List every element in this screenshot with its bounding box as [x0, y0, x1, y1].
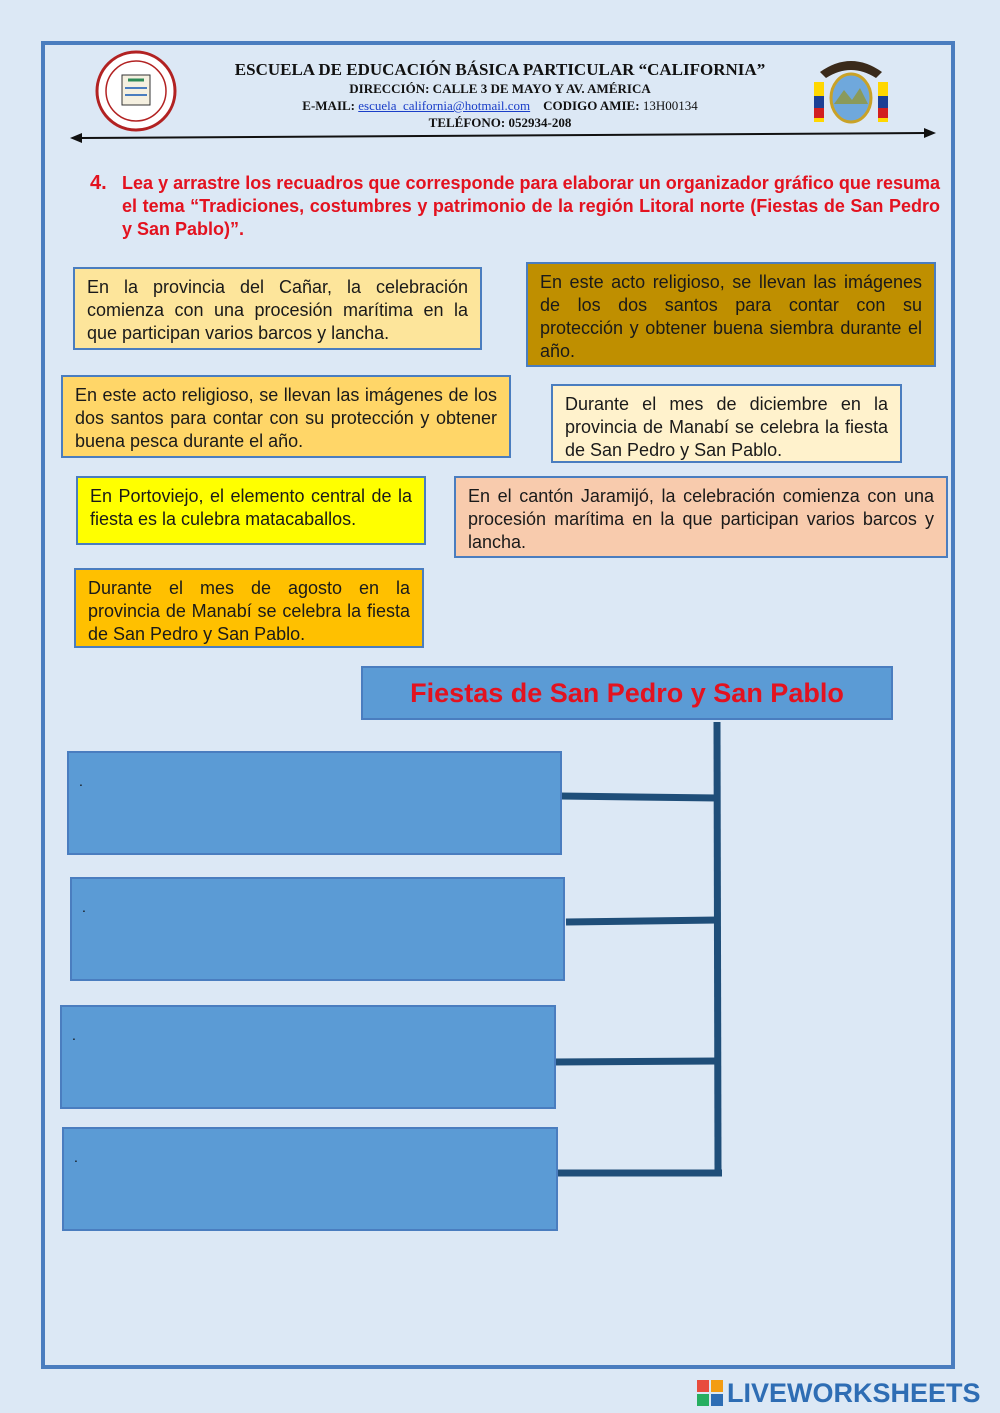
phone: TELÉFONO: 052934-208	[428, 115, 572, 130]
instruction	[90, 172, 940, 241]
draggable-card[interactable]: Durante el mes de diciembre en la provincia de Manabí se celebra la fiesta de San Pedro y San Pablo.	[551, 384, 902, 463]
draggable-card[interactable]: En el cantón Jaramijó, la celebración comienza con una procesión marítima en la que participan varios barcos y lancha.	[454, 476, 948, 558]
coat-of-arms-icon	[810, 52, 892, 132]
organizer-title: Fiestas de San Pedro y San Pablo	[361, 666, 893, 720]
instruction-number: 4.	[90, 172, 107, 194]
drop-slot[interactable]: .	[70, 877, 565, 981]
draggable-card[interactable]: En Portoviejo, el elemento central de la fiesta es la culebra matacaballos.	[76, 476, 426, 545]
email-link[interactable]: escuela_california@hotmail.com	[358, 98, 531, 113]
amie-code: 13H00134	[642, 98, 698, 113]
draggable-card[interactable]: En este acto religioso, se llevan las imágenes de los dos santos para contar con su protección y obtener buena siembra durante el año.	[526, 262, 936, 367]
school-header	[160, 60, 840, 131]
footer-brand[interactable]	[697, 1376, 981, 1410]
header-divider-arrow	[70, 128, 936, 144]
drop-slot[interactable]: .	[62, 1127, 558, 1231]
school-name: ESCUELA DE EDUCACIÓN BÁSICA PARTICULAR “CALIFORNIA”	[234, 60, 766, 79]
email-label: E-MAIL:	[302, 98, 355, 113]
drop-slot[interactable]: .	[67, 751, 562, 855]
draggable-card[interactable]: En la provincia del Cañar, la celebración comienza con una procesión marítima en la que participan varios barcos y lancha.	[73, 267, 482, 350]
liveworksheets-logo-icon	[697, 1380, 723, 1406]
draggable-card[interactable]: Durante el mes de agosto en la provincia de Manabí se celebra la fiesta de San Pedro y San Pablo.	[74, 568, 424, 648]
amie-label: CODIGO AMIE:	[543, 98, 640, 113]
school-address: DIRECCIÓN: CALLE 3 DE MAYO Y AV. AMÉRICA	[349, 81, 651, 96]
draggable-card[interactable]: En este acto religioso, se llevan las imágenes de los dos santos para contar con su protección y obtener buena pesca durante el año.	[61, 375, 511, 458]
brand-name: LIVEWORKSHEETS	[727, 1377, 981, 1408]
instruction-text: Lea y arrastre los recuadros que corresponde para elaborar un organizador gráfico que resuma el tema “Tradiciones, costumbres y patrimonio de la región Litoral norte (Fiestas de San Pedro y San Pablo)”.	[122, 173, 940, 239]
drop-slot[interactable]: .	[60, 1005, 556, 1109]
contact-line	[160, 97, 840, 114]
organizer-connector	[540, 718, 740, 1188]
